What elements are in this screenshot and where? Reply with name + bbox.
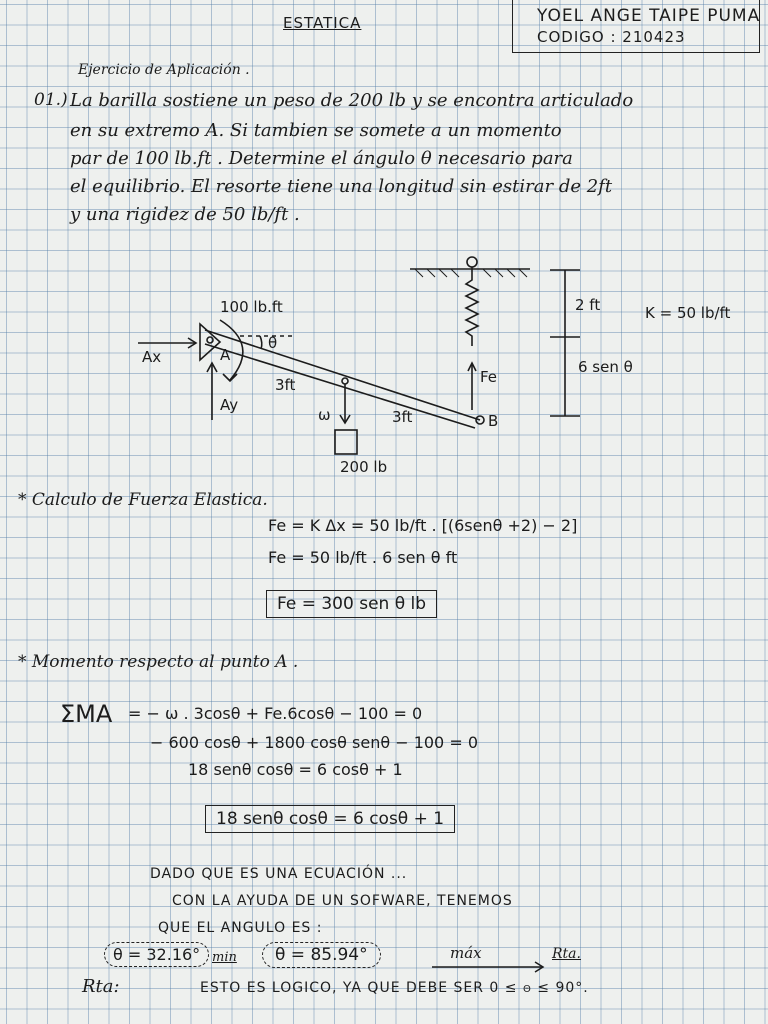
- ax-label: Ax: [142, 348, 162, 366]
- rta-text: ESTO ES LOGICO, YA QUE DEBE SER 0 ≤ θ ≤ 90°.: [200, 980, 589, 996]
- ceiling-hatching: [415, 269, 527, 277]
- spring-constant-label: K = 50 lb/ft: [645, 304, 731, 322]
- length-label-2: 3ft: [392, 408, 413, 426]
- equation-line: Fe = 50 lb/ft . 6 sen θ ft: [268, 548, 458, 567]
- theta-max-result: θ = 85.94°: [262, 942, 381, 968]
- conclusion-line: CON LA AYUDA DE UN SOFWARE, TENEMOS: [172, 893, 513, 909]
- ay-label: Ay: [220, 396, 239, 414]
- pin-support-a: [200, 324, 220, 360]
- spring-pin: [467, 257, 477, 267]
- moment-arrow-head: [223, 374, 237, 381]
- equation-line: − 600 cosθ + 1800 cosθ senθ − 100 = 0: [150, 733, 478, 752]
- weight-block: [335, 430, 357, 454]
- conclusion-line: QUE EL ANGULO ES :: [158, 920, 323, 936]
- student-code: CODIGO : 210423: [537, 28, 686, 46]
- equation-line: 18 senθ cosθ = 6 cosθ + 1: [188, 760, 403, 779]
- equation-line: Fe = K Δx = 50 lb/ft . [(6senθ +2) − 2]: [268, 516, 578, 535]
- pin-a: [207, 337, 213, 343]
- sum-moment-label: ΣMA: [60, 700, 113, 728]
- max-label: máx: [450, 944, 482, 962]
- weight-label: 200 lb: [340, 458, 388, 476]
- student-name: YOEL ANGE TAIPE PUMA: [537, 6, 761, 26]
- boxed-result-equation: 18 senθ cosθ = 6 cosθ + 1: [205, 805, 455, 833]
- weight-attach-point: [342, 378, 348, 384]
- boxed-result-fe: Fe = 300 sen θ lb: [266, 590, 437, 618]
- rta-prefix: Rta:: [82, 976, 120, 997]
- fe-label: Fe: [480, 368, 498, 386]
- theta-min-result: θ = 32.16°: [104, 942, 209, 967]
- problem-line: en su extremo A. Si tambien se somete a un momento: [70, 120, 562, 141]
- exercise-title: Ejercicio de Aplicación .: [78, 62, 250, 78]
- dimension-bottom-label: 6 sen θ: [578, 358, 633, 376]
- spring: [466, 267, 478, 346]
- problem-line: el equilibrio. El resorte tiene una longitud sin estirar de 2ft: [70, 176, 613, 197]
- dimension-top-label: 2 ft: [575, 296, 601, 314]
- page-header-title: ESTATICA: [283, 14, 362, 32]
- problem-line: La barilla sostiene un peso de 200 lb y se encontra articulado: [70, 90, 634, 111]
- free-body-diagram: [120, 250, 760, 480]
- a-label: A: [220, 346, 231, 364]
- result-arrow: [430, 960, 550, 974]
- equation-line: = − ω . 3cosθ + Fe.6cosθ − 100 = 0: [128, 704, 423, 723]
- problem-number: 01.): [34, 90, 68, 110]
- moment-label: 100 lb.ft: [220, 298, 283, 316]
- w-label: ω: [318, 406, 331, 424]
- min-label: min: [212, 950, 237, 965]
- rta-label: Rta.: [552, 946, 581, 962]
- problem-line: y una rigidez de 50 lb/ft .: [70, 204, 300, 225]
- problem-line: par de 100 lb.ft . Determine el ángulo θ necesario para: [70, 148, 573, 169]
- b-label: B: [488, 412, 499, 430]
- theta-label: θ: [268, 334, 278, 352]
- section-title-elastic-force: * Calculo de Fuerza Elastica.: [18, 490, 268, 510]
- bar-edge-top: [205, 330, 480, 420]
- section-title-moment: * Momento respecto al punto A .: [18, 652, 299, 672]
- length-label-1: 3ft: [275, 376, 296, 394]
- theta-arc: [260, 336, 262, 349]
- conclusion-line: DADO QUE ES UNA ECUACIÓN ...: [150, 866, 408, 882]
